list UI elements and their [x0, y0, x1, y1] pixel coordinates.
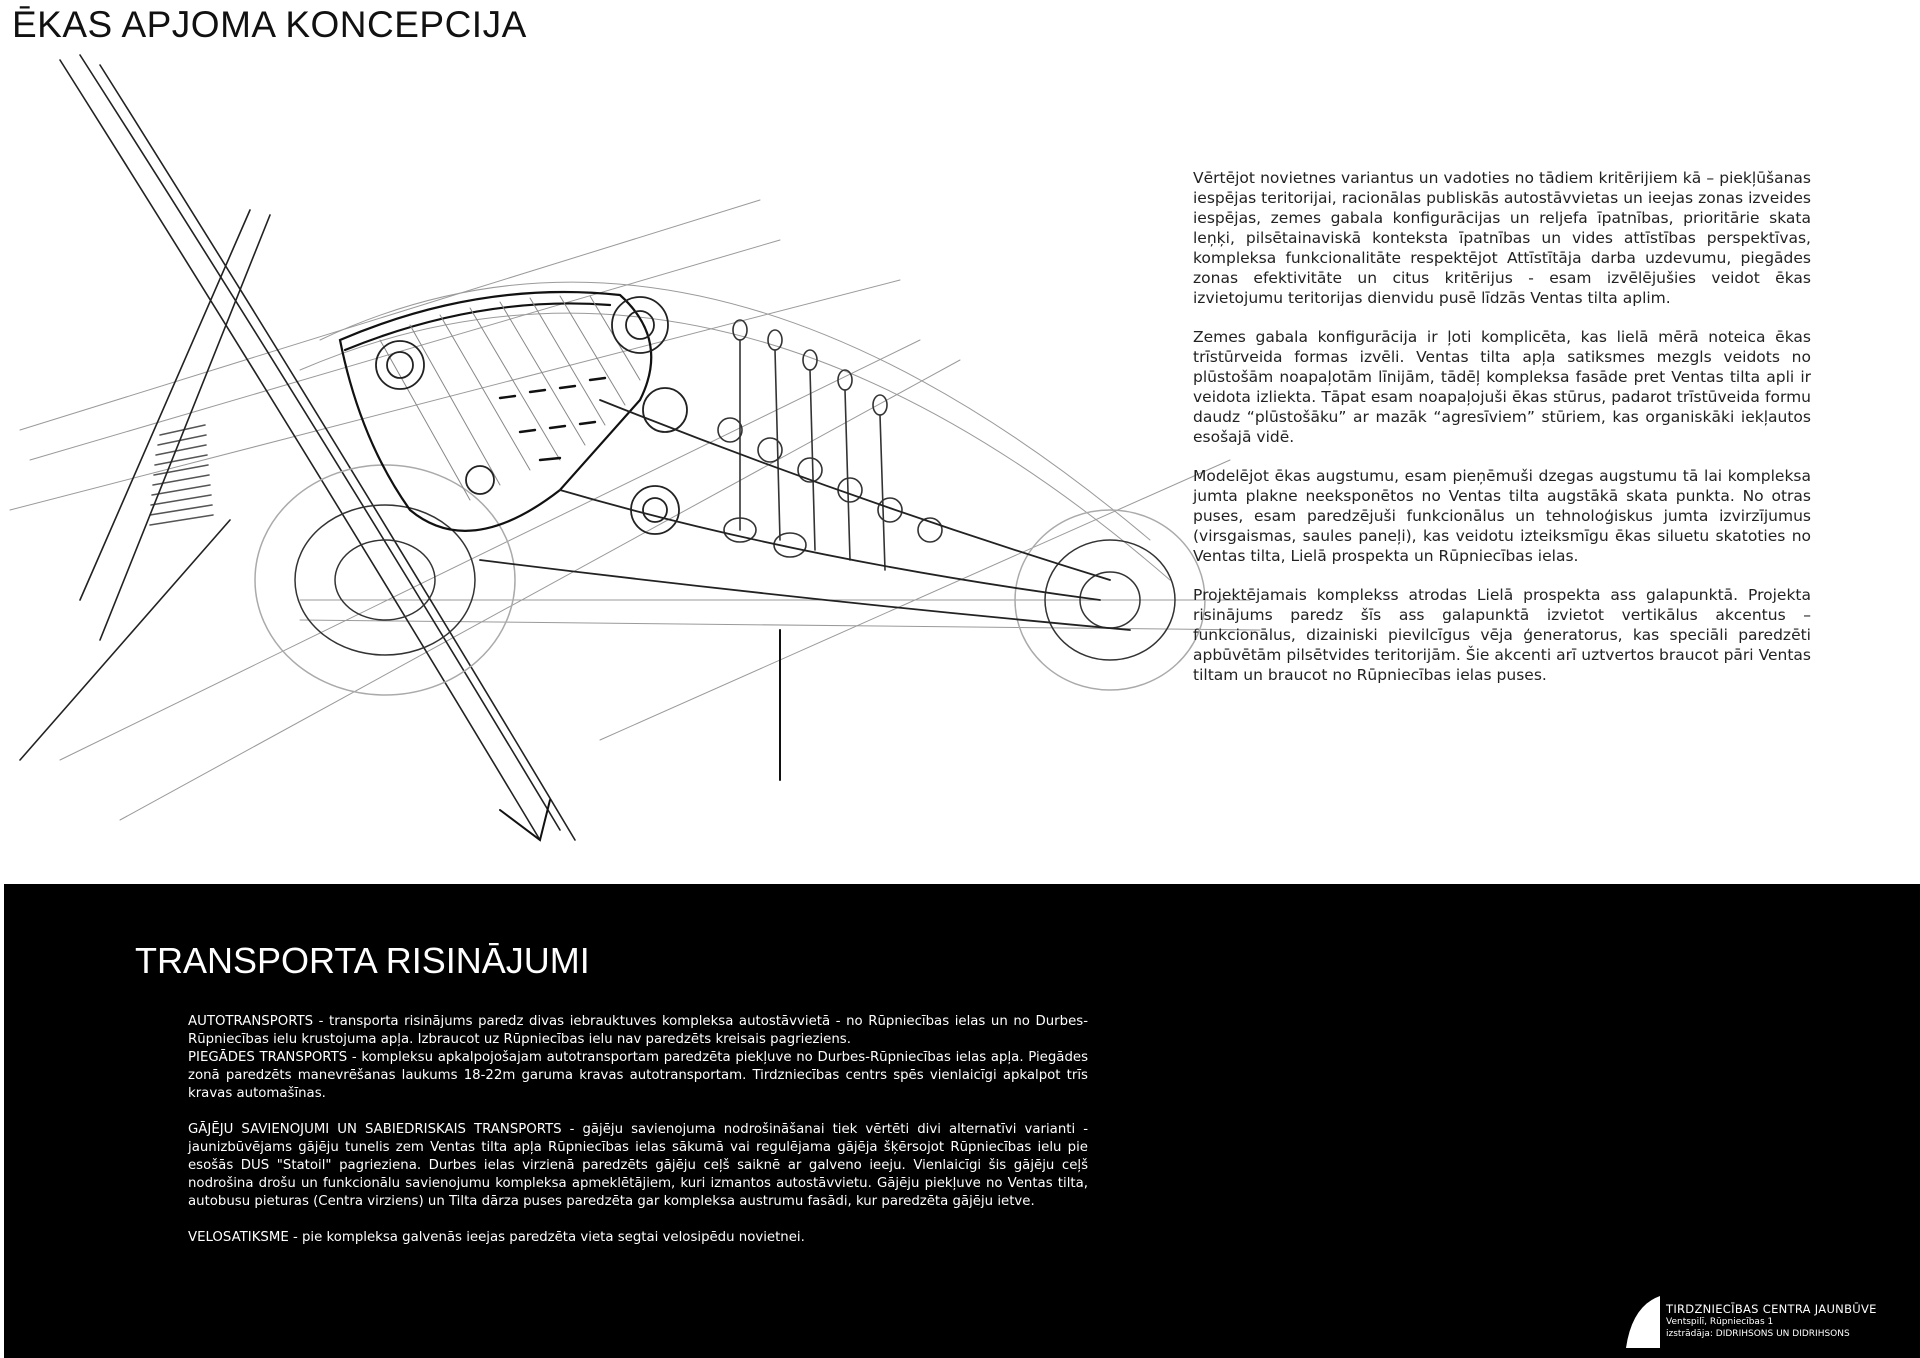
concept-paragraph: Modelējot ēkas augstumu, esam pieņēmuši dzegas augstumu tā lai kompleksa jumta plakne neeksponētos no Ventas tilta augstākā skata punkta. No otras puses, esam paredzējuši funkcionālus un tehnoloģiskus jumta izvirzījumus (virsgaismas, saules paneļi), kas veidotu izteiksmīgu ēkas siluetu skatoties no Ventas tilta, Lielā prospekta un Rūpniecības ielas. [1193, 467, 1811, 565]
transport-paragraph: GĀJĒJU SAVIENOJUMI UN SABIEDRISKAIS TRANSPORTS - gājēju savienojuma nodrošināšanai tiek vērtēti divi alternatīvi varianti - jaunizbūvējams gājēju tunelis zem Ventas tilta apļa Rūpniecības ielas sākumā vai regulējama gājēja šķērsojot Rūpniecības ielu pie esošās DUS "Statoil" pagrieziena. Durbes ielas virzienā paredzēts gājēju ceļš saiknē ar galveno ieeju. Vienlaicīgi šis gājēju ceļš nodrošina drošu un funkcionālu savienojumu kompleksa apmeklētājiem, kuri izmantos autostāvvietu. Gājēju piekļuve no Ventas tilta, autobusu pieturas (Centra virziens) un Tilta dārza puses paredzēta gar kompleksa austrumu fasādi, kur paredzēta gājēju ietve. [188, 1122, 1088, 1209]
footer-address: Ventspilī, Rūpniecības 1 [1666, 1317, 1774, 1327]
site-sketch [0, 40, 1290, 880]
transport-paragraph: VELOSATIKSME - pie kompleksa galvenās ieejas paredzēta vieta segtai velosipēdu novietnei. [188, 1230, 805, 1245]
concept-paragraph: Projektējamais komplekss atrodas Lielā prospekta ass galapunktā. Projekta risinājums paredz šīs ass galapunktā izvietot vertikālus akcentus – funkcionālus, dizainiski pievilcīgus vēja ģeneratorus, kas speciāli paredzēti apbūvētām pilsētvides teritorijām. Šie akcenti arī uztvertos braucot pāri Ventas tiltam un braucot no Rūpniecības ielas puses. [1193, 586, 1811, 684]
concept-paragraph: Vērtējot novietnes variantus un vadoties no tādiem kritērijiem kā – piekļūšanas iespējas teritorijai, racionālas publiskās autostāvvietas un ieejas zonas izveides iespējas, zemes gabala konfigurācijas un reljefa īpatnības, prioritārie skata leņķi, pilsētainaviskā konteksta īpatnības un vides attīstības perspektīvas, kompleksa funkcionalitāte respektējot Attīstītāja darba uzdevumu, piegādes zonas efektivitāte un citus kritērijus - esam izvēlējušies veidot ēkas izvietojumu teritorijas dienvidu pusē līdzās Ventas tilta aplim. [1193, 169, 1811, 307]
footer-project: TIRDZNIECĪBAS CENTRA JAUNBŪVE [1666, 1302, 1877, 1316]
footer-author: izstrādāja: DIDRIHSONS UN DIDRIHSONS [1666, 1329, 1850, 1339]
transport-paragraph: PIEGĀDES TRANSPORTS - kompleksu apkalpojošajam autotransportam paredzēta piekļuve no Durbes-Rūpniecības ielas apļa. Piegādes zonā paredzēts manevrēšanas laukums 18-22m garuma kravas autotransportam. Tirdzniecības centrs spēs vienlaicīgi apkalpot trīs kravas automašīnas. [188, 1050, 1088, 1101]
transport-paragraph: AUTOTRANSPORTS - transporta risinājums paredz divas iebrauktuves kompleksa autostāvvietā - no Rūpniecības ielas un no Durbes-Rūpniecības ielu krustojuma apļa. Izbraucot uz Rūpniecības ielu nav paredzēts kreisais pagrieziens. [188, 1014, 1088, 1047]
concept-paragraph: Zemes gabala konfigurācija ir ļoti komplicēta, kas lielā mērā noteica ēkas trīstūrveida formas izvēli. Ventas tilta apļa satiksmes mezgls veidots no plūstošām noapaļotām līnijām, tādēļ kompleksa fasāde pret Ventas tilta apli ir veidota izliekta. Tāpat esam noapaļojuši ēkas stūrus, padarot trīstūveida formu daudz “plūstošāku” ar mazāk “agresīviem” stūriem, kas organiskāki iekļautos esošajā vidē. [1193, 328, 1811, 446]
transport-title: TRANSPORTA RISINĀJUMI [135, 940, 590, 981]
page-title: ĒKAS APJOMA KONCEPCIJA [12, 4, 527, 45]
transport-text [188, 1013, 1088, 1265]
footer-credits [1622, 1288, 1912, 1350]
sail-logo-icon [1622, 1294, 1662, 1350]
transport-section [4, 884, 1920, 1358]
concept-text [1193, 168, 1811, 704]
